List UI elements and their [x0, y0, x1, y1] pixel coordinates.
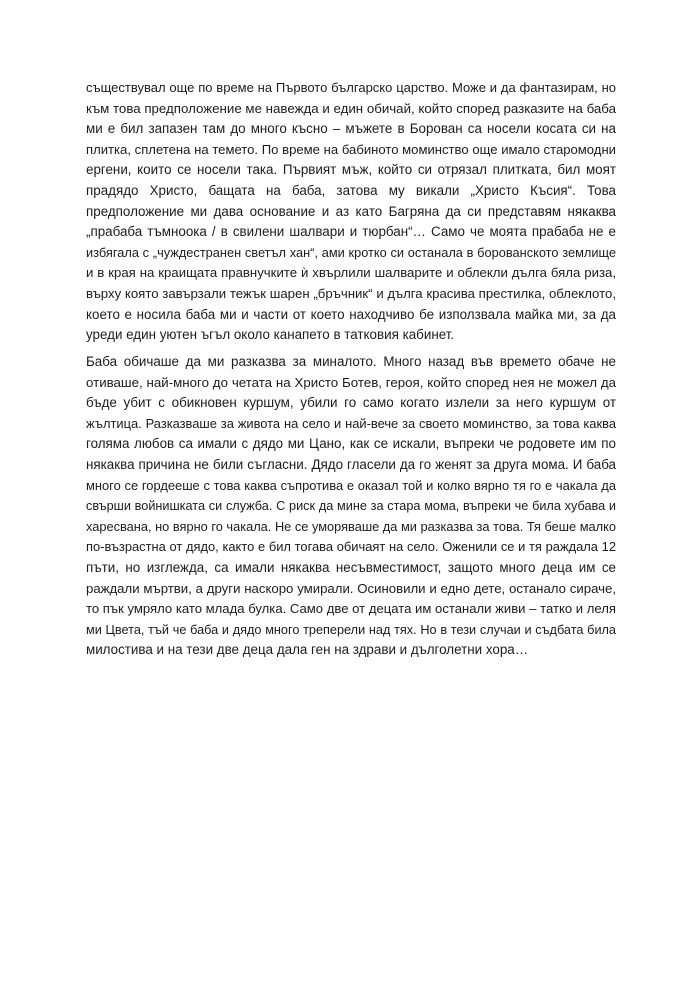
- text-line: милостива и на тези две деца дала ген на здрави и дълголетни хора…: [86, 642, 529, 658]
- text-line: плитка, сплетена на темето. По време на бабиното моминство още имало старомодни: [86, 141, 616, 157]
- text-line: свърши войнишката си служба. С риск да мине за стара мома, въпреки че била хубава и: [86, 499, 616, 514]
- text-line: то пък умряло като млада булка. Само две от децата им останали живи – татко и леля: [86, 601, 616, 617]
- text-line: отиваше, най-много до четата на Христо Ботев, героя, който според нея не можел да: [86, 374, 616, 390]
- text-line: бъде убит с обикновен куршум, убили го само когато излели за него куршум от: [86, 395, 616, 411]
- text-line: голяма любов са имали с дядо ми Цано, как се искали, въпреки че родовете им по: [86, 436, 616, 452]
- text-line: пъти, но изглежда, са имали някаква несъвместимост, защото много деца им се: [86, 559, 616, 575]
- text-line: много се гордееше с това каква съпротива е оказал той и колко вярно тя го е чакала да: [86, 477, 616, 493]
- text-line: раждали мъртви, а други наскоро умирали. Осиновили и едно дете, останало сираче,: [86, 580, 616, 596]
- text-line: по-възрастна от дядо, както е бил тогава обичаят на село. Оженили се и тя раждала 12: [86, 539, 616, 555]
- paragraph-1: [86, 78, 616, 346]
- text-line: ергени, които се носели така. Първият мъж, който си отрязал плитката, бил моят: [86, 162, 616, 178]
- text-line: ми Цвета, тъй че баба и дядо много треперели над тях. Но в тези случаи и съдбата била: [86, 622, 616, 637]
- text-line: ми е бил запазен там до много късно – мъжете в Борован са носели косата си на: [86, 121, 616, 137]
- text-line: съществувал още по време на Първото българско царство. Може и да фантазирам, но: [86, 80, 616, 95]
- text-line: избягала с „чуждестранен светъл хан“, ами кротко си останала в борованското землище: [86, 244, 616, 260]
- text-line: уреди един уютен ъгъл около канапето в татковия кабинет.: [86, 327, 455, 343]
- text-line: прадядо Христо, бащата на баба, затова му викали „Христо Късия“. Това: [86, 182, 616, 198]
- text-line: предположение ми дава основание и аз като Багряна да си представям някаква: [86, 203, 616, 219]
- paragraph-2: [86, 352, 616, 661]
- text-line: върху която завързали тежък шарен „бръчник“ и дълга красива престилка, облеклото,: [86, 285, 616, 301]
- text-line: „прабаба тъмноока / в свилени шалвари и тюрбан“… Само че моята прабаба не е: [86, 224, 616, 240]
- text-line: Баба обичаше да ми разказва за миналото. Много назад във времето обаче не: [86, 354, 616, 369]
- text-line: жълтица. Разказваше за живота на село и най-вече за своето моминство, за това каква: [86, 415, 616, 431]
- text-line: към това предположение ме навежда и един обичай, който според разказите на баба: [86, 100, 616, 116]
- text-line: някаква причина не били съгласни. Дядо гласели да го женят за друга мома. И баба: [86, 456, 616, 472]
- text-line: харесвана, но вярно го чакала. Не се уморяваше да ми разказва за това. Тя беше малко: [86, 518, 616, 534]
- text-line: и в края на краищата правнучките ѝ хвърлили шалварите и облекли дълга бяла риза,: [86, 265, 616, 281]
- text-line: което е носила баба ми и части от което находчиво бе използвала майка ми, за да: [86, 306, 616, 322]
